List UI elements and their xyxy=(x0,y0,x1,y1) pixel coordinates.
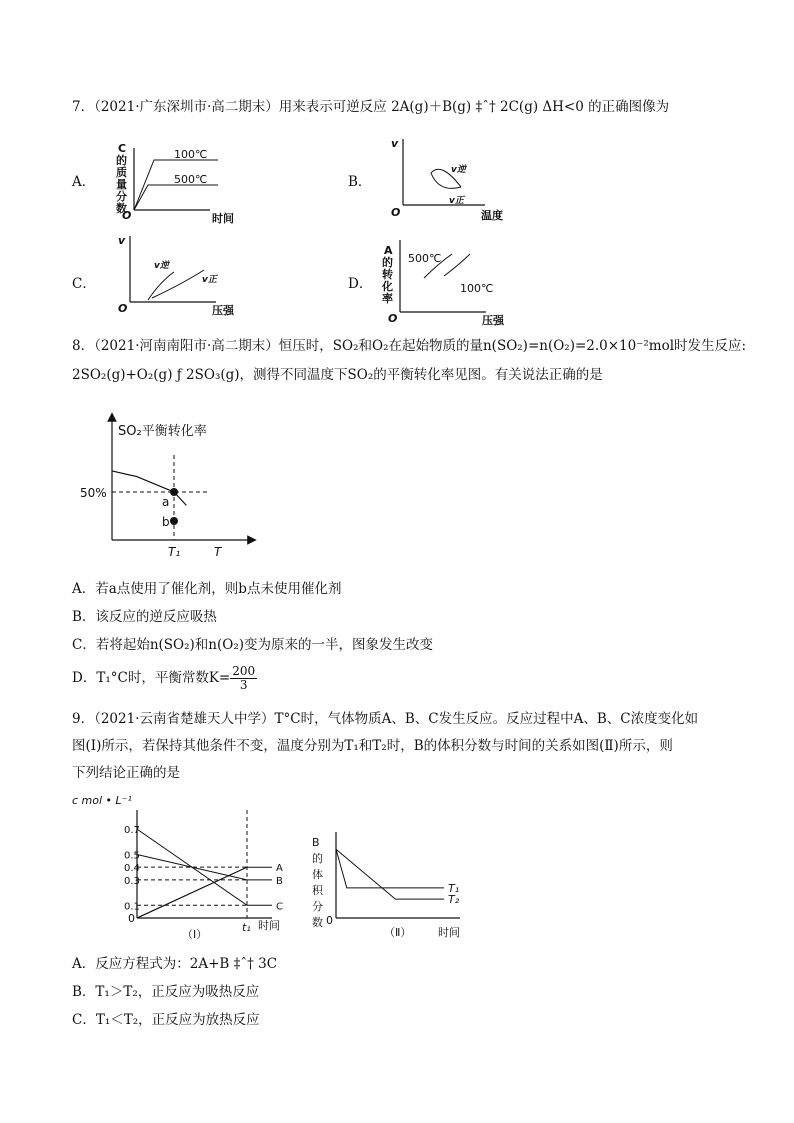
q7a-ylabel-4: 分 xyxy=(116,190,127,203)
q8-chart-title: SO₂平衡转化率 xyxy=(118,424,207,439)
q7d-ylabel-1: 的 xyxy=(382,256,393,269)
q7a-origin: O xyxy=(122,209,132,222)
q7a-ylabel-2: 质 xyxy=(116,166,127,179)
q9c1-ytick-2: 0.4 xyxy=(124,863,140,875)
q7d-ylabel-2: 转 xyxy=(382,268,393,281)
q9c1-label-B: B xyxy=(276,875,283,887)
q7-graph-b xyxy=(385,135,515,225)
q9-option-c: C．T₁＜T₂，正反应为放热反应 xyxy=(72,1012,260,1028)
q9c2-ylabel-3: 积 xyxy=(312,884,323,897)
q7c-curve-fwd xyxy=(152,270,204,298)
q9c1-caption: （Ⅰ） xyxy=(182,928,208,941)
q9c1-xlabel: 时间 xyxy=(258,919,280,932)
q7b-curve-lower xyxy=(431,173,461,188)
q7c-origin: O xyxy=(118,302,128,315)
q7d-ylabel-0: A xyxy=(384,244,393,257)
q8-label-a: a xyxy=(162,495,170,509)
q7d-label-500: 500℃ xyxy=(408,252,442,265)
q9c1-label-C: C xyxy=(276,901,283,913)
q8-option-d xyxy=(72,664,257,692)
q8-option-d-fraction xyxy=(230,665,257,692)
q9c2-ylabel-2: 体 xyxy=(312,868,323,881)
q7c-v-rev: v逆 xyxy=(154,261,169,271)
q8-frac-num: 200 xyxy=(232,664,256,678)
q9-chart-2 xyxy=(310,790,480,950)
q9c2-xlabel: 时间 xyxy=(438,926,460,939)
q7b-v-fwd: v正 xyxy=(449,196,464,206)
q9c1-ylabel: c mol • L⁻¹ xyxy=(72,794,132,807)
q8-ytick-50: 50% xyxy=(80,486,107,500)
q7-option-c-letter: C． xyxy=(72,276,96,292)
q9c1-ytick-4: 0.1 xyxy=(124,901,140,913)
q9c1-ytick-1: 0.5 xyxy=(124,850,140,862)
q7-option-d-letter: D． xyxy=(348,276,373,292)
q9c1-line-A xyxy=(137,867,272,918)
q7d-origin: O xyxy=(388,312,398,325)
q9c2-ylabel-4: 分 xyxy=(312,900,323,913)
q9c1-series xyxy=(137,829,283,918)
q8-option-a: A．若a点使用了催化剂，则b点未使用催化剂 xyxy=(72,581,342,597)
q9-stem-line1: 9．（2021·云南省楚雄天人中学）T°C时，气体物质A、B、C发生反应。反应过程中A、B、C浓度变化如 xyxy=(72,711,699,727)
q9c1-label-A: A xyxy=(276,863,283,875)
q9c2-caption: （Ⅱ） xyxy=(384,926,412,939)
q8-xtick-t1: T₁ xyxy=(168,545,181,559)
q9-stem-line2: 图(Ⅰ)所示，若保持其他条件不变，温度分别为T₁和T₂时，B的体积分数与时间的关系如图(Ⅱ)所示，则 xyxy=(72,738,673,754)
q7a-ylabel-5: 数 xyxy=(116,202,127,215)
q9c2-ylabel xyxy=(312,836,324,929)
q8-point-a xyxy=(170,488,178,496)
q9c2-origin: 0 xyxy=(326,914,333,927)
q9c2-line-1 xyxy=(336,849,444,899)
q9c1-origin: 0 xyxy=(128,912,135,925)
q7b-v-rev: v逆 xyxy=(451,165,466,175)
q7-graph-d xyxy=(378,236,518,331)
q7d-label-100: 100℃ xyxy=(460,282,494,295)
q7-option-b-letter: B． xyxy=(348,174,372,190)
q7a-ylabel xyxy=(116,142,127,215)
q9c1-ytick-3: 0.3 xyxy=(124,875,140,887)
q8-option-d-prefix: D．T₁°C时，平衡常数K= xyxy=(72,670,231,686)
q9c2-series xyxy=(336,849,460,906)
q9-option-b: B．T₁＞T₂，正反应为吸热反应 xyxy=(72,984,260,1000)
q9-chart-1 xyxy=(72,790,292,950)
q9c1-dash-lines xyxy=(137,867,247,905)
q9-option-a: A．反应方程式为：2A+B ‡ˆ† 3C xyxy=(72,956,278,972)
q7d-xlabel: 压强 xyxy=(482,314,504,327)
q7a-xlabel: 时间 xyxy=(212,212,234,225)
q9c2-ylabel-5: 数 xyxy=(312,916,323,929)
q8-stem-line1: 8．（2021·河南南阳市·高二期末）恒压时，SO₂和O₂在起始物质的量n(SO₂)=n(O₂)=2.0×10⁻²mol时发生反应: xyxy=(72,338,747,354)
q8-stem-line2: 2SO₂(g)+O₂(g) ƒ 2SO₃(g)，测得不同温度下SO₂的平衡转化率见图。有关说法正确的是 xyxy=(72,367,603,383)
q7-graph-a xyxy=(110,140,240,230)
q7c-xlabel: 压强 xyxy=(212,304,234,317)
q9c2-label-0: T₁ xyxy=(448,881,460,895)
q7b-ylabel: v xyxy=(391,137,399,150)
q9c1-line-extra xyxy=(137,867,247,918)
q7c-ylabel: v xyxy=(118,234,126,247)
q7a-label-100: 100℃ xyxy=(174,148,208,161)
q7d-ylabel-3: 化 xyxy=(382,280,393,293)
q7-graph-c xyxy=(112,232,242,322)
q9c2-ylabel-1: 的 xyxy=(312,852,323,865)
q9c1-xtick-t1: t₁ xyxy=(242,921,251,934)
q7a-ylabel-1: 的 xyxy=(116,154,127,167)
q9c2-line-0 xyxy=(336,849,444,888)
q8-option-c: C．若将起始n(SO₂)和n(O₂)变为原来的一半，图象发生改变 xyxy=(72,637,433,653)
q8-point-b xyxy=(170,517,178,525)
q7a-curve-500 xyxy=(134,185,218,210)
q7d-ylabel-4: 率 xyxy=(382,292,393,305)
q7-option-a-letter: A． xyxy=(72,174,96,190)
q7d-ylabel xyxy=(381,244,393,305)
q7c-curve-rev xyxy=(148,272,174,300)
q7b-xlabel: 温度 xyxy=(481,209,503,222)
q8-option-b: B．该反应的逆反应吸热 xyxy=(72,609,217,625)
q9-stem-line3: 下列结论正确的是 xyxy=(72,765,180,781)
q7a-ylabel-0: C xyxy=(118,142,127,155)
q8-xlabel: T xyxy=(214,545,222,559)
q9c1-ytick-0: 0.7 xyxy=(124,825,140,837)
q8-chart xyxy=(80,415,280,565)
q9c2-label-1: T₂ xyxy=(448,893,460,907)
q8-label-b: b xyxy=(162,515,170,529)
q7a-ylabel-3: 量 xyxy=(116,178,127,191)
q8-frac-den: 3 xyxy=(239,678,248,692)
q7b-origin: O xyxy=(391,206,401,219)
q9c2-ylabel-0: B xyxy=(312,836,320,849)
q8-curve xyxy=(112,471,186,506)
q7-stem: 7．（2021·广东深圳市·高二期末）用来表示可逆反应 2A(g)＋B(g) ‡ˆ† 2C(g) ΔH<0 的正确图像为 xyxy=(72,99,670,115)
q7c-v-fwd: v正 xyxy=(202,275,217,285)
q7a-label-500: 500℃ xyxy=(174,173,208,186)
